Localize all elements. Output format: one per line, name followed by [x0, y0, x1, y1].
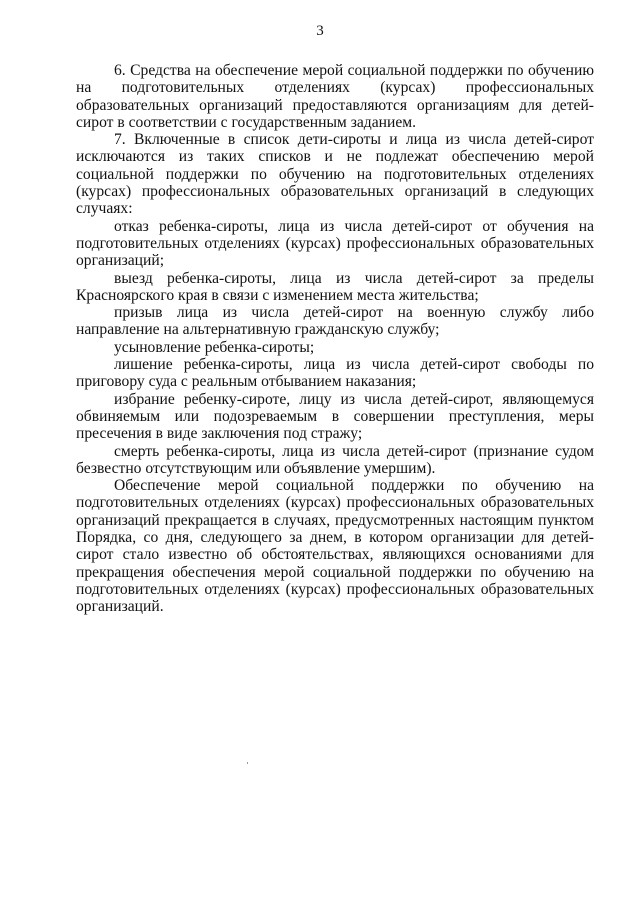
- exclusion-case-detention: избрание ребенку-сироте, лицу из числа детей-сирот, являющемуся обвиняемым или подозреваемым в совершении преступления, меры пресечения в виде заключения под стражу;: [76, 390, 594, 443]
- scan-artifact-dot: [247, 762, 248, 764]
- exclusion-case-relocation: выезд ребенка-сироты, лица из числа детей-сирот за пределы Красноярского края в связи с изменением места жительства;: [76, 269, 594, 304]
- exclusion-case-adoption: усыновление ребенка-сироты;: [114, 338, 315, 356]
- termination-paragraph: Обеспечение мерой социальной поддержки по обучению на подготовительных отделениях (курсах) профессиональных образовательных организаций прекращается в случаях, предусмотренных настоящим пунктом Порядка, со дня, следующего за днем, в котором организации для детей-сирот стало известно об обстоятельствах, являющихся основаниями для прекращения обеспечения мерой социальной поддержки по обучению на подготовительных отделениях (курсах) профессиональных образовательных организаций.: [76, 477, 594, 616]
- paragraph-6-funding: 6. Средства на обеспечение мерой социальной поддержки по обучению на подготовительных отделениях (курсах) профессиональных образовательных организаций предоставляются организациям для детей-сирот в соответствии с государственным заданием.: [76, 62, 594, 131]
- exclusion-case-refusal: отказ ребенка-сироты, лица из числа детей-сирот от обучения на подготовительных отделениях (курсах) профессиональных образовательных организаций;: [76, 217, 594, 270]
- exclusion-case-imprisonment: лишение ребенка-сироты, лица из числа детей-сирот свободы по приговору суда с реальным отбыванием наказания;: [76, 356, 594, 391]
- document-body: [76, 62, 594, 616]
- exclusion-case-death: смерть ребенка-сироты, лица из числа детей-сирот (признание судом безвестно отсутствующим или объявление умершим).: [76, 442, 594, 477]
- paragraph-7-exclusion-intro: 7. Включенные в список дети-сироты и лица из числа детей-сирот исключаются из таких списков и не подлежат обеспечению мерой социальной поддержки по обучению на подготовительных отделениях (курсах) профессиональных образовательных организаций в следующих случаях:: [76, 131, 594, 218]
- page-number: 3: [316, 23, 324, 39]
- exclusion-case-military-service: призыв лица из числа детей-сирот на военную службу либо направление на альтернативную гражданскую службу;: [76, 304, 594, 339]
